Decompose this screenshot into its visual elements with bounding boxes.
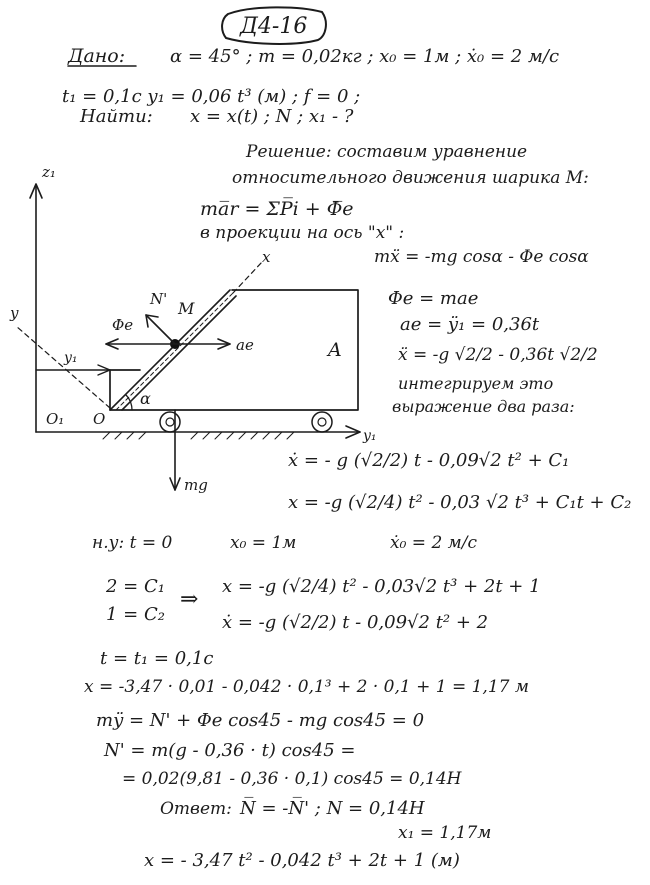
x-dot-general: ẋ = - g (√2/2) t - 0,09√2 t² + C₁: [288, 450, 570, 471]
x-dot-particular: ẋ = -g (√2/2) t - 0,09√2 t² + 2: [222, 612, 489, 633]
z1-label: z₁: [42, 163, 56, 181]
x-particular: x = -g (√2/4) t² - 0,03√2 t³ + 2t + 1: [222, 576, 541, 597]
initial-conditions-label: н.у: t = 0: [92, 533, 173, 553]
y1-axis-label: y₁: [363, 428, 377, 444]
solution-intro-2: относительного движения шарика М:: [232, 168, 589, 188]
tube-wall-lower: [110, 290, 230, 410]
phi-e-expression: Φe = mae: [388, 288, 479, 309]
wheel-right: [312, 412, 332, 432]
y-label: y: [10, 304, 19, 322]
implies-arrow: ⇒: [180, 587, 199, 612]
answer-x1: x₁ = 1,17м: [398, 823, 492, 843]
n-label: N': [150, 290, 168, 308]
normal-force-expression-2: = 0,02(9,81 - 0,36 · 0,1) cos45 = 0,14Н: [122, 769, 462, 789]
constant-c1: 2 = C₁: [106, 576, 165, 597]
page-title: Д4-16: [240, 14, 308, 39]
ae-expression: ae = ÿ₁ = 0,36t: [400, 314, 540, 335]
equation-projection: mẍ = -mg cosα - Φe cosα: [374, 247, 589, 267]
y1-displacement-label: y₁: [64, 350, 78, 366]
ground-hatching: [103, 432, 294, 439]
find-label: Найти:: [80, 106, 153, 127]
integrate-text-2: выражение два раза:: [392, 397, 575, 416]
mg-label: mg: [184, 476, 208, 494]
x-general: x = -g (√2/4) t² - 0,03 √2 t³ + C₁t + C₂: [288, 492, 632, 513]
answer-normal-force: N̅ = -N̅' ; N = 0,14Н: [240, 798, 425, 819]
t1-line: t = t₁ = 0,1с: [100, 648, 214, 669]
given-label: Дано:: [68, 45, 126, 67]
x1-calculation: x = -3,47 · 0,01 - 0,042 · 0,1³ + 2 · 0,1 + 1 = 1,17 м: [84, 677, 529, 697]
o1-label: O₁: [46, 410, 65, 428]
given-line-1: α = 45° ; m = 0,02кг ; x₀ = 1м ; ẋ₀ = 2 м/с: [170, 46, 560, 67]
answer-label: Ответ:: [160, 799, 232, 819]
solution-intro-1: Решение: составим уравнение: [246, 142, 528, 162]
find-items: x = x(t) ; N ; x₁ - ?: [190, 106, 354, 127]
constant-c2: 1 = C₂: [106, 604, 165, 625]
y-axis-dashed: [16, 326, 110, 408]
equation-vector: ma̅r = ΣP̅i + Φ̅e: [200, 198, 354, 220]
body-a-label: A: [328, 339, 342, 361]
given-line-2: t₁ = 0,1с y₁ = 0,06 t³ (м) ; f = 0 ;: [62, 86, 361, 107]
m-label: M: [178, 299, 195, 318]
o-label: O: [93, 410, 106, 428]
x-label: x: [262, 248, 271, 266]
x-ddot-expression: ẍ = -g √2/2 - 0,36t √2/2: [398, 345, 598, 365]
alpha-label: α: [140, 389, 151, 408]
tube-center-dashed: [116, 293, 233, 410]
final-motion-law: x = - 3,47 t² - 0,042 t³ + 2t + 1 (м): [144, 850, 460, 871]
normal-force-expression-1: N' = m(g - 0,36 · t) cos45 =: [104, 740, 356, 761]
normal-force-equation: mÿ = N' + Φe cos45 - mg cos45 = 0: [96, 710, 425, 731]
ae-label: ae: [236, 336, 254, 354]
projection-text: в проекции на ось "x" :: [200, 223, 405, 243]
initial-x0: x₀ = 1м: [230, 533, 297, 553]
wheel-left: [160, 412, 180, 432]
x-axis-dashed: [233, 262, 262, 293]
initial-v0: ẋ₀ = 2 м/с: [390, 533, 478, 553]
normal-force-vector: [146, 315, 175, 344]
phi-label: Φe: [112, 316, 134, 334]
integrate-text-1: интегрируем это: [398, 374, 554, 393]
